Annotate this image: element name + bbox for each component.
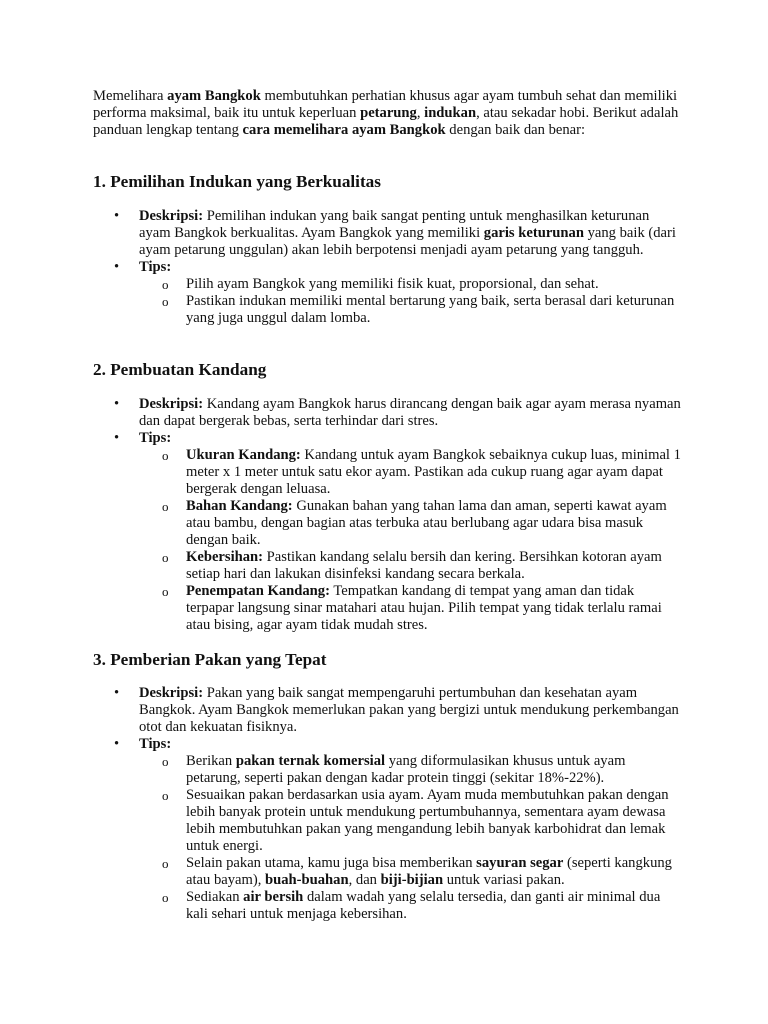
tip-bold: buah-buahan: [265, 872, 349, 888]
section-2-heading: 2. Pembuatan Kandang: [93, 360, 267, 379]
bullet-icon: •: [114, 396, 120, 412]
tip-text: untuk variasi pakan.: [443, 872, 565, 888]
section-2-description: [93, 396, 683, 430]
tip-text: Berikan: [186, 753, 236, 769]
circle-bullet-icon: o: [162, 294, 169, 309]
intro-text: Memelihara: [93, 88, 168, 104]
tip-text: Pastikan kandang selalu bersih dan kering. Bersihkan kotoran ayam setiap hari dan lakukan disinfeksi kandang secara berkala.: [186, 549, 662, 582]
circle-bullet-icon: o: [162, 499, 169, 514]
tip-item: [140, 549, 683, 583]
description-text: Pakan yang baik sangat mempengaruhi pertumbuhan dan kesehatan ayam Bangkok. Ayam Bangkok memerlukan pakan yang bergizi untuk mendukung perkembangan otot dan kekuatan fisiknya.: [139, 685, 679, 735]
section-1-tips-list: [140, 276, 683, 327]
tip-bold: sayuran segar: [476, 855, 564, 871]
circle-bullet-icon: o: [162, 550, 169, 565]
intro-text: ,: [416, 105, 425, 121]
tip-item: [140, 855, 683, 889]
section-3-tips-list: [140, 753, 683, 923]
tip-text: (seperti kangkung atau bayam),: [186, 855, 672, 888]
tip-text: Pastikan indukan memiliki mental bertarung yang baik, serta berasal dari keturunan yang juga unggul dalam lomba.: [186, 293, 675, 326]
circle-bullet-icon: o: [162, 277, 169, 292]
tip-item: [140, 276, 683, 293]
section-1-tips: [93, 259, 683, 327]
intro-bold: cara memelihara ayam Bangkok: [242, 122, 446, 138]
section-3-description: [93, 685, 683, 736]
bullet-icon: •: [114, 430, 120, 446]
tip-bold: air bersih: [243, 889, 304, 905]
intro-bold: petarung: [360, 105, 417, 121]
tip-text: Sediakan: [186, 889, 244, 905]
description-label: Deskripsi:: [139, 396, 204, 412]
tip-text: Selain pakan utama, kamu juga bisa memberikan: [186, 855, 477, 871]
tip-text: Gunakan bahan yang tahan lama dan aman, seperti kawat ayam atau bambu, dengan bagian atas terbuka atau berlubang agar udara bisa masuk dengan baik.: [186, 498, 667, 548]
bullet-icon: •: [114, 208, 120, 224]
intro-bold: ayam Bangkok: [167, 88, 261, 104]
circle-bullet-icon: o: [162, 788, 169, 803]
tip-text: , dan: [348, 872, 381, 888]
description-text: Pemilihan indukan yang baik sangat penting untuk menghasilkan keturunan ayam Bangkok berkualitas. Ayam Bangkok yang memiliki: [139, 208, 650, 241]
tip-text: Kandang untuk ayam Bangkok sebaiknya cukup luas, minimal 1 meter x 1 meter untuk satu ekor ayam. Pastikan ada cukup ruang agar ayam dapat bergerak dengan leluasa.: [186, 447, 681, 497]
tip-item: [140, 293, 683, 327]
intro-text: membutuhkan perhatian khusus agar ayam tumbuh sehat dan memiliki performa maksimal, baik itu untuk keperluan: [93, 88, 678, 121]
section-1-heading: 1. Pemilihan Indukan yang Berkualitas: [93, 172, 381, 191]
section-3-list: [93, 685, 683, 923]
tip-item: [140, 889, 683, 923]
tip-item: [140, 753, 683, 787]
tip-label: Bahan Kandang:: [186, 498, 293, 514]
description-label: Deskripsi:: [139, 208, 204, 224]
description-label: Deskripsi:: [139, 685, 204, 701]
tip-item: [140, 787, 683, 855]
section-2-tips: [93, 430, 683, 634]
tip-item: [140, 447, 683, 498]
description-text: Kandang ayam Bangkok harus dirancang dengan baik agar ayam merasa nyaman dan dapat bergerak bebas, serta terhindar dari stres.: [139, 396, 681, 429]
circle-bullet-icon: o: [162, 754, 169, 769]
tip-item: [140, 498, 683, 549]
intro-paragraph: [93, 88, 683, 139]
section-3-heading: 3. Pemberian Pakan yang Tepat: [93, 650, 327, 669]
section-3-tips: [93, 736, 683, 923]
tip-text: Pilih ayam Bangkok yang memiliki fisik kuat, proporsional, dan sehat.: [186, 276, 599, 292]
description-text: yang baik (dari ayam petarung unggulan) akan lebih berpotensi menjadi ayam petarung yang tangguh.: [139, 225, 676, 258]
section-2-list: [93, 396, 683, 634]
description-bold: garis keturunan: [483, 225, 584, 241]
tip-label: Kebersihan:: [186, 549, 264, 565]
circle-bullet-icon: o: [162, 584, 169, 599]
intro-text: dengan baik dan benar:: [445, 122, 586, 138]
tips-label: Tips:: [139, 430, 172, 446]
tip-text: yang diformulasikan khusus untuk ayam petarung, seperti pakan dengan kadar protein tinggi (sekitar 18%-22%).: [186, 753, 626, 786]
section-1-description: [93, 208, 683, 259]
tip-label: Penempatan Kandang:: [186, 583, 330, 599]
bullet-icon: •: [114, 736, 120, 752]
circle-bullet-icon: o: [162, 856, 169, 871]
intro-bold: indukan: [424, 105, 477, 121]
tip-text: dalam wadah yang selalu tersedia, dan ganti air minimal dua kali sehari untuk menjaga kebersihan.: [186, 889, 661, 922]
circle-bullet-icon: o: [162, 448, 169, 463]
tip-item: [140, 583, 683, 634]
section-1-list: [93, 208, 683, 327]
tip-text: Sesuaikan pakan berdasarkan usia ayam. Ayam muda membutuhkan pakan dengan lebih banyak protein untuk mendukung pertumbuhannya, sementara ayam dewasa lebih membutuhkan pakan yang mengandung lebih banyak karbohidrat dan lemak untuk energi.: [186, 787, 669, 854]
bullet-icon: •: [114, 685, 120, 701]
tip-label: Ukuran Kandang:: [186, 447, 301, 463]
tips-label: Tips:: [139, 736, 172, 752]
intro-text: , atau sekadar hobi. Berikut adalah panduan lengkap tentang: [93, 105, 679, 138]
tip-bold: pakan ternak komersial: [235, 753, 386, 769]
circle-bullet-icon: o: [162, 890, 169, 905]
tip-text: Tempatkan kandang di tempat yang aman dan tidak terpapar langsung sinar matahari atau hujan. Pilih tempat yang tidak terlalu ramai atau bising, agar ayam tidak mudah stres.: [186, 583, 662, 633]
tips-label: Tips:: [139, 259, 172, 275]
tip-bold: biji-bijian: [380, 872, 444, 888]
section-2-tips-list: [140, 447, 683, 634]
bullet-icon: •: [114, 259, 120, 275]
